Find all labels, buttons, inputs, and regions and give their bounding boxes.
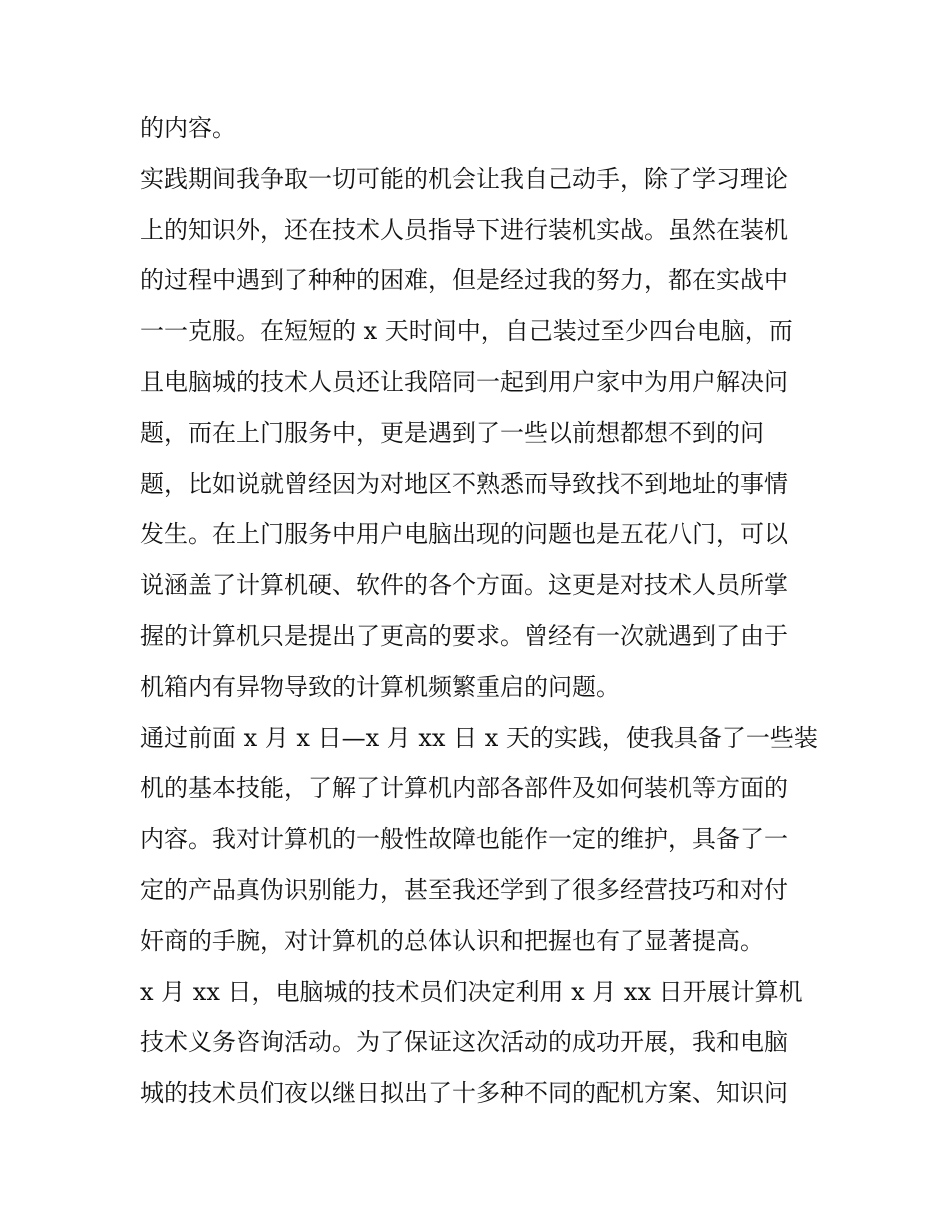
text-line: 定的产品真伪识别能力，甚至我还学到了很多经营技巧和对付: [140, 875, 788, 904]
body-text: [140, 103, 820, 1119]
text-line: 题，而在上门服务中，更是遇到了一些以前想都想不到的问: [140, 418, 764, 447]
text-line: 说涵盖了计算机硬、软件的各个方面。这更是对技术人员所掌: [140, 571, 788, 600]
text-line: 实践期间我争取一切可能的机会让我自己动手，除了学习理论: [140, 164, 788, 193]
text-line: 内容。我对计算机的一般性故障也能作一定的维护，具备了一: [140, 825, 788, 854]
text-line: 奸商的手腕，对计算机的总体认识和把握也有了显著提高。: [140, 926, 764, 955]
text-line: 的内容。: [140, 114, 236, 142]
text-line: 且电脑城的技术人员还让我陪同一起到用户家中为用户解决问: [140, 367, 788, 396]
text-line: 的过程中遇到了种种的困难，但是经过我的努力，都在实战中: [140, 266, 788, 295]
text-line: 机的基本技能，了解了计算机内部各部件及如何装机等方面的: [140, 774, 788, 803]
text-line: 题，比如说就曾经因为对地区不熟悉而导致找不到地址的事情: [140, 469, 788, 498]
text-line: 发生。在上门服务中用户电脑出现的问题也是五花八门，可以: [140, 520, 788, 549]
text-line: 握的计算机只是提出了更高的要求。曾经有一次就遇到了由于: [140, 621, 788, 650]
text-line: 上的知识外，还在技术人员指导下进行装机实战。虽然在装机: [140, 215, 788, 244]
text-line: 技术义务咨询活动。为了保证这次活动的成功开展，我和电脑: [140, 1028, 788, 1057]
text-line: x 月 xx 日，电脑城的技术员们决定利用 x 月 xx 日开展计算机: [140, 977, 803, 1006]
text-line: 一一克服。在短短的 x 天时间中，自己装过至少四台电脑，而: [140, 317, 793, 346]
text-line: 机箱内有异物导致的计算机频繁重启的问题。: [140, 672, 620, 701]
text-line: 通过前面 x 月 x 日—x 月 xx 日 x 天的实践，使我具备了一些装: [140, 723, 818, 752]
text-line: 城的技术员们夜以继日拟出了十多种不同的配机方案、知识问: [140, 1079, 788, 1108]
